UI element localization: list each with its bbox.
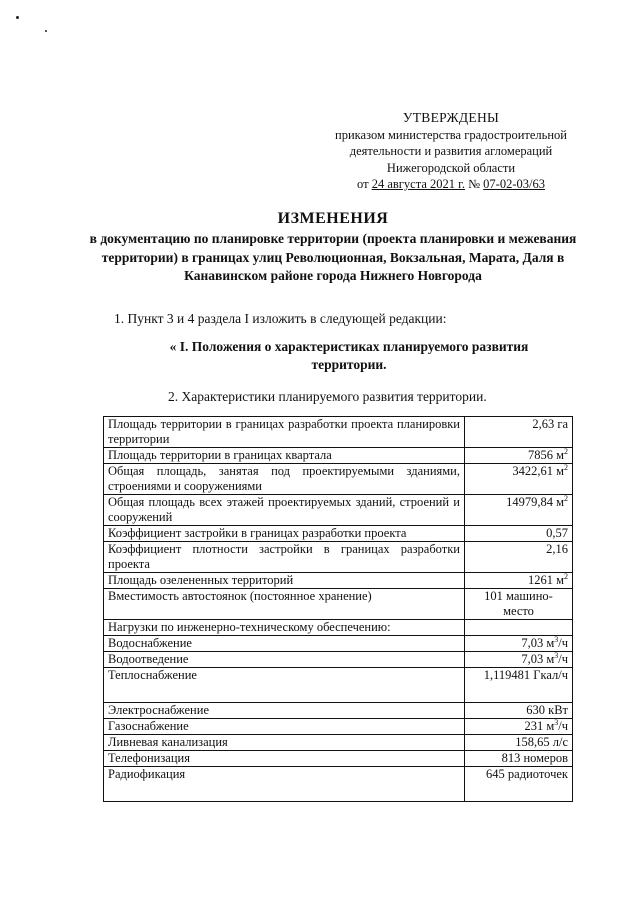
approval-date: 24 августа 2021 г. bbox=[371, 177, 465, 191]
document-title: ИЗМЕНЕНИЯ bbox=[277, 210, 389, 227]
table-row bbox=[104, 703, 573, 719]
row-label: Радиофикация bbox=[104, 767, 465, 802]
scan-speck bbox=[45, 30, 47, 32]
row-value bbox=[465, 495, 573, 526]
scan-speck bbox=[16, 16, 19, 19]
section-heading: « I. Положения о характеристиках планируемого развития территории. bbox=[169, 339, 529, 372]
table-row bbox=[104, 751, 573, 767]
table-row bbox=[104, 668, 573, 703]
row-value: 2,63 га bbox=[465, 417, 573, 448]
row-label: Газоснабжение bbox=[104, 719, 465, 735]
table-row bbox=[104, 636, 573, 652]
row-value bbox=[465, 464, 573, 495]
value-sup: 2 bbox=[564, 447, 568, 456]
number-prefix: № bbox=[464, 177, 484, 191]
value-text: 7856 м bbox=[527, 448, 564, 462]
approval-line: приказом министерства градостроительной bbox=[335, 127, 567, 142]
value-sup: 3 bbox=[554, 635, 559, 644]
approval-date-line bbox=[316, 176, 586, 193]
row-label: Площадь территории в границах разработки проекта планировки территории bbox=[104, 417, 465, 448]
row-value: 0,57 bbox=[465, 526, 573, 542]
value-text: 7,03 м bbox=[521, 652, 555, 666]
table-row bbox=[104, 464, 573, 495]
row-label: Площадь озелененных территорий bbox=[104, 573, 465, 589]
value-text: 3422,61 м bbox=[512, 464, 564, 478]
row-label: Теплоснабжение bbox=[104, 668, 465, 703]
value-suffix: /ч bbox=[558, 719, 568, 733]
row-label: Общая площадь, занятая под проектируемыми зданиями, строениями и сооружениями bbox=[104, 464, 465, 495]
table-row bbox=[104, 573, 573, 589]
table-row bbox=[104, 495, 573, 526]
row-value bbox=[465, 448, 573, 464]
value-suffix: /ч bbox=[558, 652, 568, 666]
table-row bbox=[104, 719, 573, 735]
row-value: 630 кВт bbox=[465, 703, 573, 719]
row-value: 158,65 л/с bbox=[465, 735, 573, 751]
row-label: Водоснабжение bbox=[104, 636, 465, 652]
value-sup: 3 bbox=[554, 718, 559, 727]
document-title-block bbox=[88, 208, 578, 286]
row-label: Ливневая канализация bbox=[104, 735, 465, 751]
approval-line: деятельности и развития агломераций bbox=[349, 144, 553, 158]
row-label: Водоотведение bbox=[104, 652, 465, 668]
row-value bbox=[465, 719, 573, 735]
clause-2: 2. Характеристики планируемого развития территории. bbox=[168, 389, 487, 404]
approval-number: 07-02-03/63 bbox=[483, 177, 545, 191]
value-text: 231 м bbox=[524, 719, 555, 733]
table-row bbox=[104, 526, 573, 542]
row-value bbox=[465, 573, 573, 589]
value-sup: 2 bbox=[564, 463, 568, 472]
row-value bbox=[465, 620, 573, 636]
row-value: 813 номеров bbox=[465, 751, 573, 767]
table-row bbox=[104, 448, 573, 464]
approval-stamp bbox=[316, 110, 586, 193]
document-subtitle: в документацию по планировке территории (проекта планировки и межевания территории) в границах улиц Революционная, Вокзальная, Марата, Даля в Канавинском районе города Нижнего Новгорода bbox=[89, 231, 577, 283]
row-label: Коэффициент застройки в границах разработки проекта bbox=[104, 526, 465, 542]
value-text: 7,03 м bbox=[521, 636, 555, 650]
row-value: 645 радиоточек bbox=[465, 767, 573, 802]
clause-1: 1. Пункт 3 и 4 раздела I изложить в следующей редакции: bbox=[114, 311, 447, 326]
value-text: 1261 м bbox=[527, 573, 564, 587]
table-row bbox=[104, 620, 573, 636]
value-sup: 2 bbox=[564, 572, 568, 581]
table-row bbox=[104, 652, 573, 668]
row-label: Нагрузки по инженерно-техническому обеспечению: bbox=[104, 620, 465, 636]
row-label: Электроснабжение bbox=[104, 703, 465, 719]
table-row bbox=[104, 767, 573, 802]
table-row bbox=[104, 542, 573, 573]
characteristics-table bbox=[103, 416, 573, 802]
row-value bbox=[465, 636, 573, 652]
value-sup: 3 bbox=[554, 651, 559, 660]
row-value: 101 машино-место bbox=[465, 589, 573, 620]
row-label: Общая площадь всех этажей проектируемых зданий, строений и сооружений bbox=[104, 495, 465, 526]
row-label: Площадь территории в границах квартала bbox=[104, 448, 465, 464]
approval-heading: УТВЕРЖДЕНЫ bbox=[402, 110, 500, 125]
value-suffix: /ч bbox=[558, 636, 568, 650]
row-value: 2,16 bbox=[465, 542, 573, 573]
table-row bbox=[104, 417, 573, 448]
value-text: 14979,84 м bbox=[506, 495, 564, 509]
date-prefix: от bbox=[357, 177, 372, 191]
row-value bbox=[465, 652, 573, 668]
table-row bbox=[104, 589, 573, 620]
row-value: 1,119481 Гкал/ч bbox=[465, 668, 573, 703]
approval-line: Нижегородской области bbox=[386, 160, 516, 175]
row-label: Вместимость автостоянок (постоянное хранение) bbox=[104, 589, 465, 620]
row-label: Коэффициент плотности застройки в границах разработки проекта bbox=[104, 542, 465, 573]
table-row bbox=[104, 735, 573, 751]
value-sup: 2 bbox=[564, 494, 568, 503]
row-label: Телефонизация bbox=[104, 751, 465, 767]
